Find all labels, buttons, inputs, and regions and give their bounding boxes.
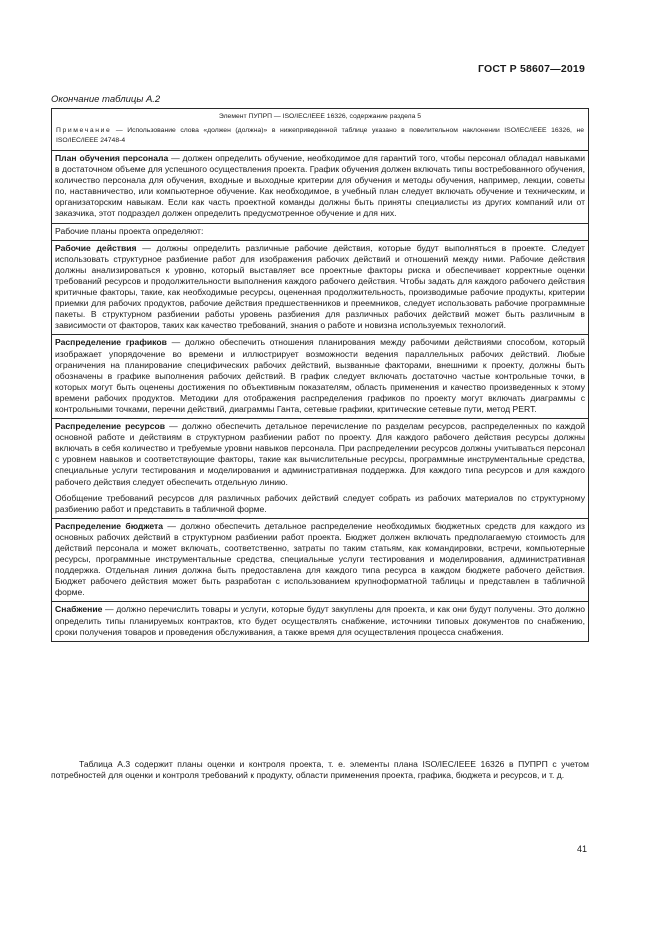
row-term: Распределение графиков (55, 337, 167, 348)
page-number: 41 (576, 844, 587, 854)
row-term: Распределение бюджета (55, 520, 164, 531)
row-term: Распределение ресурсов (55, 421, 166, 432)
row-text: — должно обеспечить детальное распределение необходимых бюджетных средств для каждого из основных рабочих действий в структурном разбиении работ проекта. Бюджет должен включать предполагаемую стоимость для действий персонала и может включать, соответственно, затраты по таким статьям, как командировки, встречи, компьютерные ресурсы, программные инструментальные средства, специальные услуги тестирования и моделирования, административная поддержка. Отдельная линия должна быть предоставлена для каждого типа ресурса в каждом бюджете рабочего действия. Бюджет рабочего действия может быть разработан с использованием крупноформатной таблицы и представлен в табличной форме. (55, 520, 585, 598)
table-cell-work-plans-intro (52, 223, 589, 240)
table-row (52, 335, 589, 419)
table-cell-procurement (52, 602, 589, 641)
table-head-note (56, 126, 584, 146)
requirements-table (51, 108, 589, 642)
table-cell-work-activities (52, 240, 589, 335)
table-cell-schedule-allocation (52, 335, 589, 419)
table-header-row (52, 109, 589, 151)
table-row (52, 151, 589, 224)
table-row (52, 240, 589, 335)
table-cell-budget-allocation (52, 518, 589, 602)
table-row (52, 419, 589, 519)
row-paragraph (55, 421, 585, 488)
row-text: Рабочие планы проекта определяют: (55, 225, 204, 236)
row-term: Снабжение (55, 604, 103, 615)
table-row (52, 518, 589, 602)
row-term: План обучения персонала (55, 153, 169, 163)
table-head-title: Элемент ПУПРП — ISO/IEC/IEEE 16326, содержание раздела 5 (218, 113, 422, 120)
row-text: — должен определить обучение, необходимое для гарантий того, чтобы персонал обладал навыками в достаточном объеме для успешного осуществления проекта. График обучения должен включать типы востребованного обучения, количество персонала для обучения, входные и выходные критерии для обучения и методы обучения, например, лекции, советы по, наставничество, или компьютерное обучение. Как необходимое, в учебный план следует включать обучение и техническим, и организаторским навыкам. Если как часть проектной команды должны быть приняты специалисты из других компаний или от заказчика, этот подраздел должен определить предусмотренное обучение и для них. (55, 153, 585, 219)
body-paragraph: Таблица А.3 содержит планы оценки и контроля проекта, т. е. элементы плана ISO/IEC/IEEE 16326 в ПУПРП с учетом потребностей для оценки и контроля требований к продукту, области применения проекта, графика, бюджета и ресурсов, и т. д. (51, 759, 589, 781)
table-cell-training-plan (52, 151, 589, 224)
table-cell-resource-allocation (52, 419, 589, 519)
row-term: Рабочие действия (55, 242, 137, 253)
row-text: — должно обеспечить отношения планирования между рабочими действиями способом, который изображает упорядочение во времени и иллюстрирует возможности ведения параллельных рабочих действий. Любые ограничения на планирование специфических рабочих действий, вызванные факторами, внешними к проекту, должны быть обозначены в графике выполнения рабочих действий. В график следует включать достаточно частые контрольные точки, в которых могут быть оценены достижения по объективным показателям, область применения и качество произведенных к этому времени рабочих продуктов. Методики для отображения распределения графиков по проекту могут включать диаграммы с контрольными точками, перечни действий, диаграммы Ганта, сетевые графики, критические сетевые пути, метод PERT. (55, 337, 586, 414)
table-header-cell (52, 109, 589, 151)
row-text: — должны определить различные рабочие действия, которые будут выполняться в проекте. Следует использовать структурное разбиение работ для изображения рабочих действий и отношений между ними. Рабочие действия должны анализироваться к уровню, который выставляет все проектные факторы риска и обеспечивает корректные оценки требований ресурсов и продолжительности выполнения каждого рабочего действия. Чтобы задать для каждого рабочего действия критичные факторы, такие, как необходимые ресурсы, оцененная продолжительность, производимые рабочие продукты, критерии приемки для рабочих продуктов, рабочие действия предшественников и преемников, следует использовать рабочие программные пакеты. В структурном разбиении работы уровень разбиения для различных рабочих действий может быть различным в зависимости от факторов, таких как качество требований, знания о работе и новизна используемых технологий. (55, 242, 585, 331)
note-text: — Использование слова «должен (должна)» в нижеприведенной таблице указано в повелительном наклонении ISO/IEC/IEEE 16326, не ISO/IEC/IEEE 24748-4 (56, 127, 584, 144)
row-text: — должно обеспечить детальное перечисление по разделам ресурсов, распределенных по каждой основной работе и действиям в структурном разбиении работ по проекту. Для каждого рабочего действия ресурсы должны включать в себя количество и требуемые уровни навыков персонала. При распределении ресурсов должны учитываться персонал с уровнем навыков и соответствующие факторы, такие как вычислительные ресурсы, программные инструментальные средства, специальные услуги тестирования и моделирования и административная поддержка. Для каждого типа ресурсов и для каждого рабочего действия следует обеспечить отдельную линию. (55, 421, 585, 487)
table-row (52, 602, 589, 641)
table-caption: Окончание таблицы А.2 (51, 94, 161, 105)
row-text: — должно перечислить товары и услуги, которые будут закуплены для проекта, и как они будут получены. Это должно определить типы планируемых контрактов, кто будет осуществлять снабжение, источники типовых документов по снабжению, сроки получения товаров и проведения обслуживания, а также время для осуществления процесса снабжения. (55, 604, 585, 637)
row-paragraph: Обобщение требований ресурсов для различных рабочих действий следует собрать из рабочих материалов по структурному разбиению работ и представить в табличной форме. (55, 492, 585, 514)
standard-code: ГОСТ Р 58607—2019 (477, 63, 585, 75)
table-row (52, 223, 589, 240)
note-label: Примечание (56, 127, 112, 134)
